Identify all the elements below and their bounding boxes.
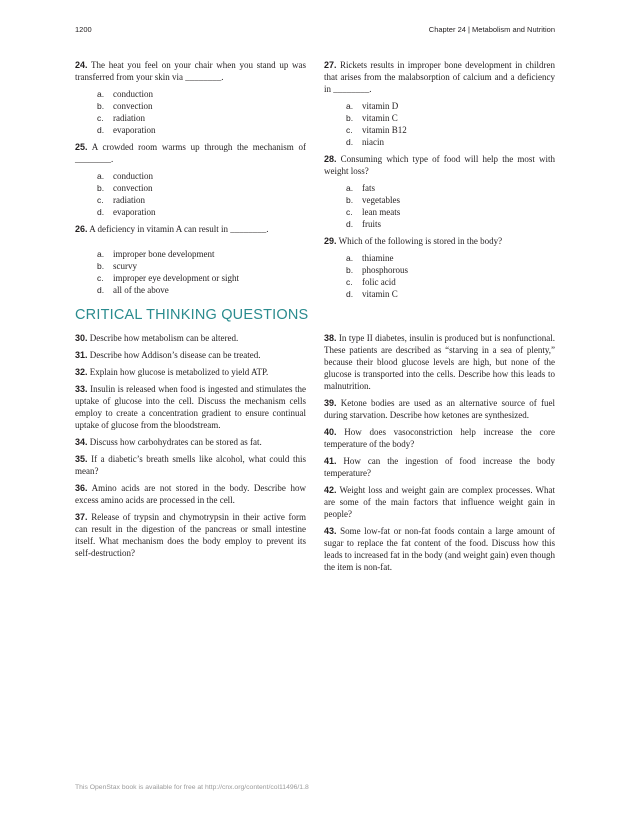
chapter-name: Metabolism and Nutrition: [472, 25, 555, 34]
ct-column-right: [324, 332, 555, 578]
question-24: [75, 59, 306, 136]
option-text: folic acid: [362, 277, 396, 287]
question-number: 34.: [75, 437, 88, 447]
option-item: [75, 100, 306, 112]
option-item: [75, 260, 306, 272]
chapter-separator: |: [465, 25, 473, 34]
question-number: 39.: [324, 398, 337, 408]
question-number: 28.: [324, 154, 337, 164]
question-text: [75, 141, 306, 165]
option-letter: a.: [346, 183, 354, 193]
page-number: 1200: [75, 25, 92, 34]
option-letter: a.: [346, 101, 354, 111]
option-list: [324, 182, 555, 230]
option-letter: d.: [97, 207, 105, 217]
question-number: 26.: [75, 224, 88, 234]
question-40: [324, 426, 555, 450]
option-text: improper bone development: [113, 249, 215, 259]
question-27: [324, 59, 555, 148]
question-34: [75, 436, 306, 448]
option-item: [324, 194, 555, 206]
option-item: [75, 88, 306, 100]
question-43: [324, 525, 555, 573]
option-letter: d.: [346, 219, 354, 229]
question-35: [75, 453, 306, 477]
question-41: [324, 455, 555, 479]
question-42: [324, 484, 555, 520]
question-number: 30.: [75, 333, 88, 343]
option-letter: a.: [97, 249, 105, 259]
option-item: [324, 112, 555, 124]
option-text: fats: [362, 183, 375, 193]
question-body: Which of the following is stored in the body?: [338, 236, 503, 246]
option-text: radiation: [113, 195, 145, 205]
question-number: 31.: [75, 350, 88, 360]
question-body: Insulin is released when food is ingested and stimulates the uptake of glucose into the cell. Discuss the mechanism cells employ to create a concentration gradient to ensure continual uptake of glucose from the bloodstream.: [75, 384, 306, 430]
option-text: conduction: [113, 171, 153, 181]
option-text: vitamin C: [362, 289, 398, 299]
question-33: [75, 383, 306, 431]
question-number: 43.: [324, 526, 337, 536]
option-letter: c.: [346, 277, 353, 287]
option-item: [324, 252, 555, 264]
question-body: How can the ingestion of food increase the body temperature?: [324, 456, 556, 478]
option-list: [75, 170, 306, 218]
option-letter: d.: [346, 289, 354, 299]
question-number: 41.: [324, 456, 337, 466]
question-number: 38.: [324, 333, 337, 343]
option-letter: d.: [346, 137, 354, 147]
option-item: [75, 112, 306, 124]
question-body: Describe how Addison’s disease can be treated.: [89, 350, 261, 360]
option-list: [75, 88, 306, 136]
option-item: [324, 100, 555, 112]
option-text: fruits: [362, 219, 381, 229]
question-body: A deficiency in vitamin A can result in ________.: [89, 224, 269, 234]
option-item: [75, 206, 306, 218]
option-letter: b.: [346, 265, 354, 275]
question-body: Discuss how carbohydrates can be stored as fat.: [89, 437, 262, 447]
question-37: [75, 511, 306, 559]
question-31: [75, 349, 306, 361]
question-number: 35.: [75, 454, 88, 464]
question-29: [324, 235, 555, 300]
question-number: 29.: [324, 236, 337, 246]
question-28: [324, 153, 555, 230]
question-26: [75, 223, 306, 296]
question-38: [324, 332, 555, 392]
question-body: The heat you feel on your chair when you stand up was transferred from your skin via ________.: [75, 60, 306, 82]
option-text: phosphorous: [362, 265, 409, 275]
question-body: Ketone bodies are used as an alternative source of fuel during starvation. Describe how ketones are synthesized.: [324, 398, 556, 420]
option-item: [324, 264, 555, 276]
option-text: evaporation: [113, 125, 156, 135]
option-item: [75, 124, 306, 136]
option-text: all of the above: [113, 285, 169, 295]
option-text: convection: [113, 101, 153, 111]
option-letter: b.: [97, 183, 105, 193]
option-letter: b.: [346, 195, 354, 205]
section-title: CRITICAL THINKING QUESTIONS: [75, 307, 309, 323]
question-25: [75, 141, 306, 218]
option-item: [75, 248, 306, 260]
option-text: lean meats: [362, 207, 401, 217]
option-item: [324, 182, 555, 194]
option-list: [75, 248, 306, 296]
question-body: Weight loss and weight gain are complex processes. What are some of the main factors that influence weight gain in people?: [324, 485, 555, 519]
option-letter: a.: [97, 89, 105, 99]
option-text: vitamin B12: [362, 125, 407, 135]
question-32: [75, 366, 306, 378]
question-text: [324, 59, 555, 95]
option-letter: b.: [97, 261, 105, 271]
option-item: [324, 124, 555, 136]
chapter-prefix: Chapter 24: [428, 25, 466, 34]
question-number: 27.: [324, 60, 337, 70]
option-letter: d.: [97, 285, 105, 295]
option-letter: c.: [97, 113, 104, 123]
question-number: 37.: [75, 512, 88, 522]
question-body: Rickets results in improper bone development in children that arises from the malabsorption of calcium and a deficiency in ________.: [324, 60, 556, 94]
option-item: [75, 182, 306, 194]
question-text: [324, 235, 555, 247]
option-letter: b.: [97, 101, 105, 111]
option-list: [324, 252, 555, 300]
option-text: vitamin C: [362, 113, 398, 123]
option-item: [75, 170, 306, 182]
option-text: vitamin D: [362, 101, 399, 111]
option-item: [324, 218, 555, 230]
option-item: [324, 288, 555, 300]
question-body: If a diabetic’s breath smells like alcohol, what could this mean?: [75, 454, 306, 476]
question-number: 32.: [75, 367, 88, 377]
option-letter: d.: [97, 125, 105, 135]
question-text: [324, 153, 555, 177]
option-letter: a.: [97, 171, 105, 181]
question-body: A crowded room warms up through the mechanism of ________.: [75, 142, 306, 164]
question-36: [75, 482, 306, 506]
question-number: 36.: [75, 483, 88, 493]
question-text: [75, 223, 306, 235]
spacer: [75, 240, 306, 248]
option-letter: c.: [97, 195, 104, 205]
option-text: improper eye development or sight: [113, 273, 239, 283]
option-item: [75, 272, 306, 284]
option-item: [75, 194, 306, 206]
option-text: niacin: [362, 137, 384, 147]
question-body: Consuming which type of food will help the most with weight loss?: [324, 154, 555, 176]
mc-column-right: [324, 59, 555, 305]
option-list: [324, 100, 555, 148]
question-body: Release of trypsin and chymotrypsin in their active form can result in the digestion of the pancreas or small intestine itself. What mechanism does the body employ to prevent its self-destruction?: [75, 512, 306, 558]
option-letter: c.: [346, 207, 353, 217]
question-number: 25.: [75, 142, 88, 152]
option-text: thiamine: [362, 253, 394, 263]
question-30: [75, 332, 306, 344]
question-number: 40.: [324, 427, 337, 437]
option-item: [75, 284, 306, 296]
option-text: convection: [113, 183, 153, 193]
question-body: How does vasoconstriction help increase the core temperature of the body?: [324, 427, 555, 449]
option-text: conduction: [113, 89, 153, 99]
ct-column-left: [75, 332, 306, 564]
option-letter: c.: [97, 273, 104, 283]
question-number: 33.: [75, 384, 88, 394]
page-footer: This OpenStax book is available for free at http://cnx.org/content/col11496/1.8: [75, 784, 309, 791]
question-body: In type II diabetes, insulin is produced but is nonfunctional. These patients are described as “starving in a sea of plenty,” because their blood glucose levels are high, but none of the glucose is transported into the cells. Describe how this leads to malnutrition.: [324, 333, 555, 391]
question-body: Some low-fat or non-fat foods contain a large amount of sugar to replace the fat content of the food. Discuss how this leads to increased fat in the body (and weight gain) even though the item is non-fat.: [324, 526, 556, 572]
page-header: [75, 25, 555, 37]
question-body: Amino acids are not stored in the body. Describe how excess amino acids are processed in the cell.: [75, 483, 306, 505]
option-letter: c.: [346, 125, 353, 135]
question-body: Explain how glucose is metabolized to yield ATP.: [89, 367, 269, 377]
question-39: [324, 397, 555, 421]
option-item: [324, 136, 555, 148]
chapter-title: [429, 25, 555, 34]
option-text: vegetables: [362, 195, 400, 205]
question-text: [75, 59, 306, 83]
option-text: scurvy: [113, 261, 137, 271]
question-number: 42.: [324, 485, 337, 495]
option-text: radiation: [113, 113, 145, 123]
question-body: Describe how metabolism can be altered.: [89, 333, 239, 343]
question-number: 24.: [75, 60, 88, 70]
option-item: [324, 276, 555, 288]
option-letter: b.: [346, 113, 354, 123]
mc-column-left: [75, 59, 306, 301]
option-text: evaporation: [113, 207, 156, 217]
option-item: [324, 206, 555, 218]
option-letter: a.: [346, 253, 354, 263]
